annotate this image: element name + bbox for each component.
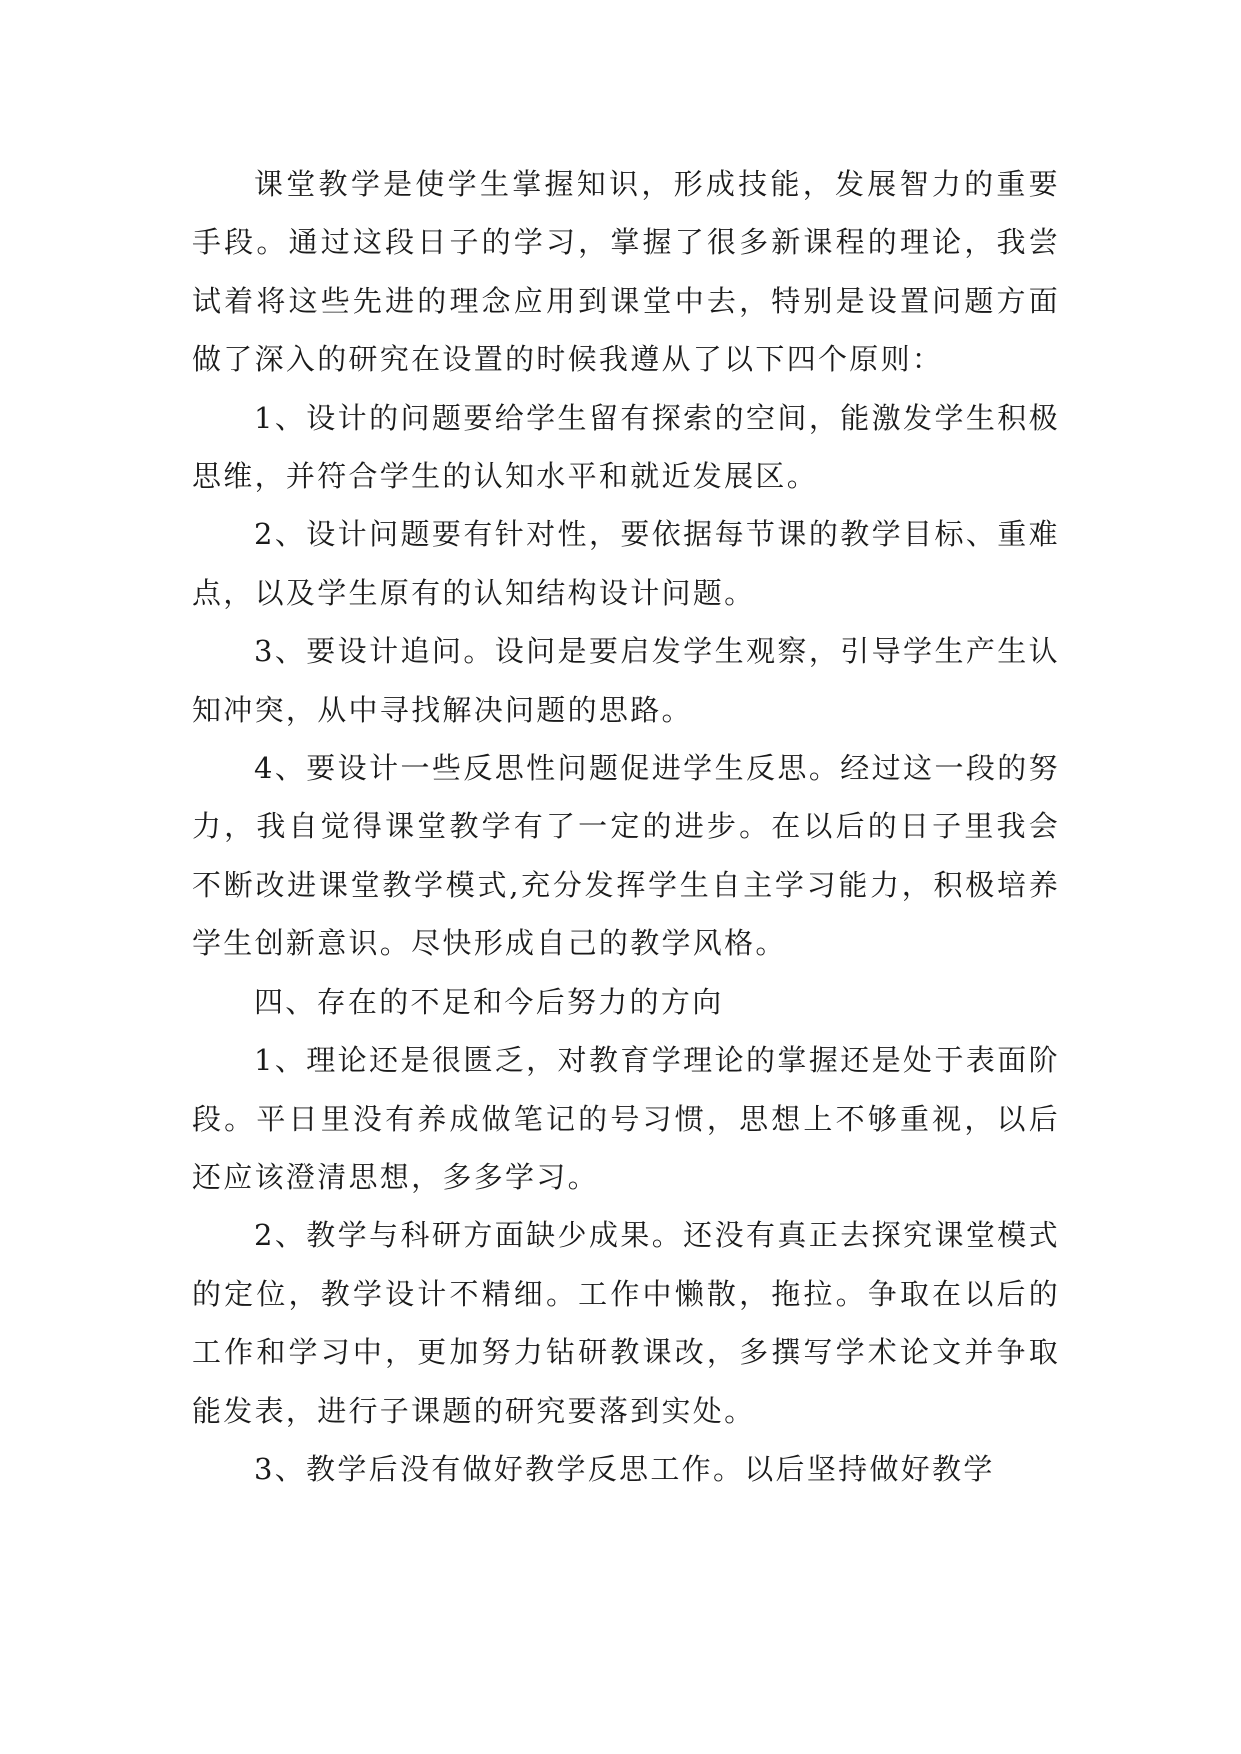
paragraph-shortcoming-1: 1、理论还是很匮乏，对教育学理论的掌握还是处于表面阶段。平日里没有养成做笔记的号习惯，思想上不够重视，以后还应该澄清思想，多多学习。 xyxy=(192,1043,1060,1194)
paragraph-shortcoming-2: 2、教学与科研方面缺少成果。还没有真正去探究课堂模式的定位，教学设计不精细。工作中懒散，拖拉。争取在以后的工作和学习中，更加努力钻研教课改，多撰写学术论文并争取能发表，进行子课题的研究要落到实处。 xyxy=(192,1218,1060,1428)
paragraph-shortcoming-3: 3、教学后没有做好教学反思工作。以后坚持做好教学 xyxy=(254,1451,995,1486)
paragraph-principle-1: 1、设计的问题要给学生留有探索的空间，能激发学生积极思维，并符合学生的认知水平和就近发展区。 xyxy=(192,400,1060,494)
document-body xyxy=(192,155,1060,1498)
paragraph-principle-4: 4、要设计一些反思性问题促进学生反思。经过这一段的努力，我自觉得课堂教学有了一定的进步。在以后的日子里我会不断改进课堂教学模式,充分发挥学生自主学习能力，积极培养学生创新意识。尽快形成自己的教学风格。 xyxy=(192,751,1060,961)
paragraph-principle-2: 2、设计问题要有针对性，要依据每节课的教学目标、重难点，以及学生原有的认知结构设计问题。 xyxy=(192,517,1060,610)
paragraph-principle-3: 3、要设计追问。设问是要启发学生观察，引导学生产生认知冲突，从中寻找解决问题的思路。 xyxy=(192,634,1060,727)
paragraph-intro: 课堂教学是使学生掌握知识，形成技能，发展智力的重要手段。通过这段日子的学习，掌握了很多新课程的理论，我尝试着将这些先进的理念应用到课堂中去，特别是设置问题方面做了深入的研究在设置的时候我遵从了以下四个原则： xyxy=(192,167,1060,377)
section-heading-shortcomings: 四、存在的不足和今后努力的方向 xyxy=(254,984,724,1019)
